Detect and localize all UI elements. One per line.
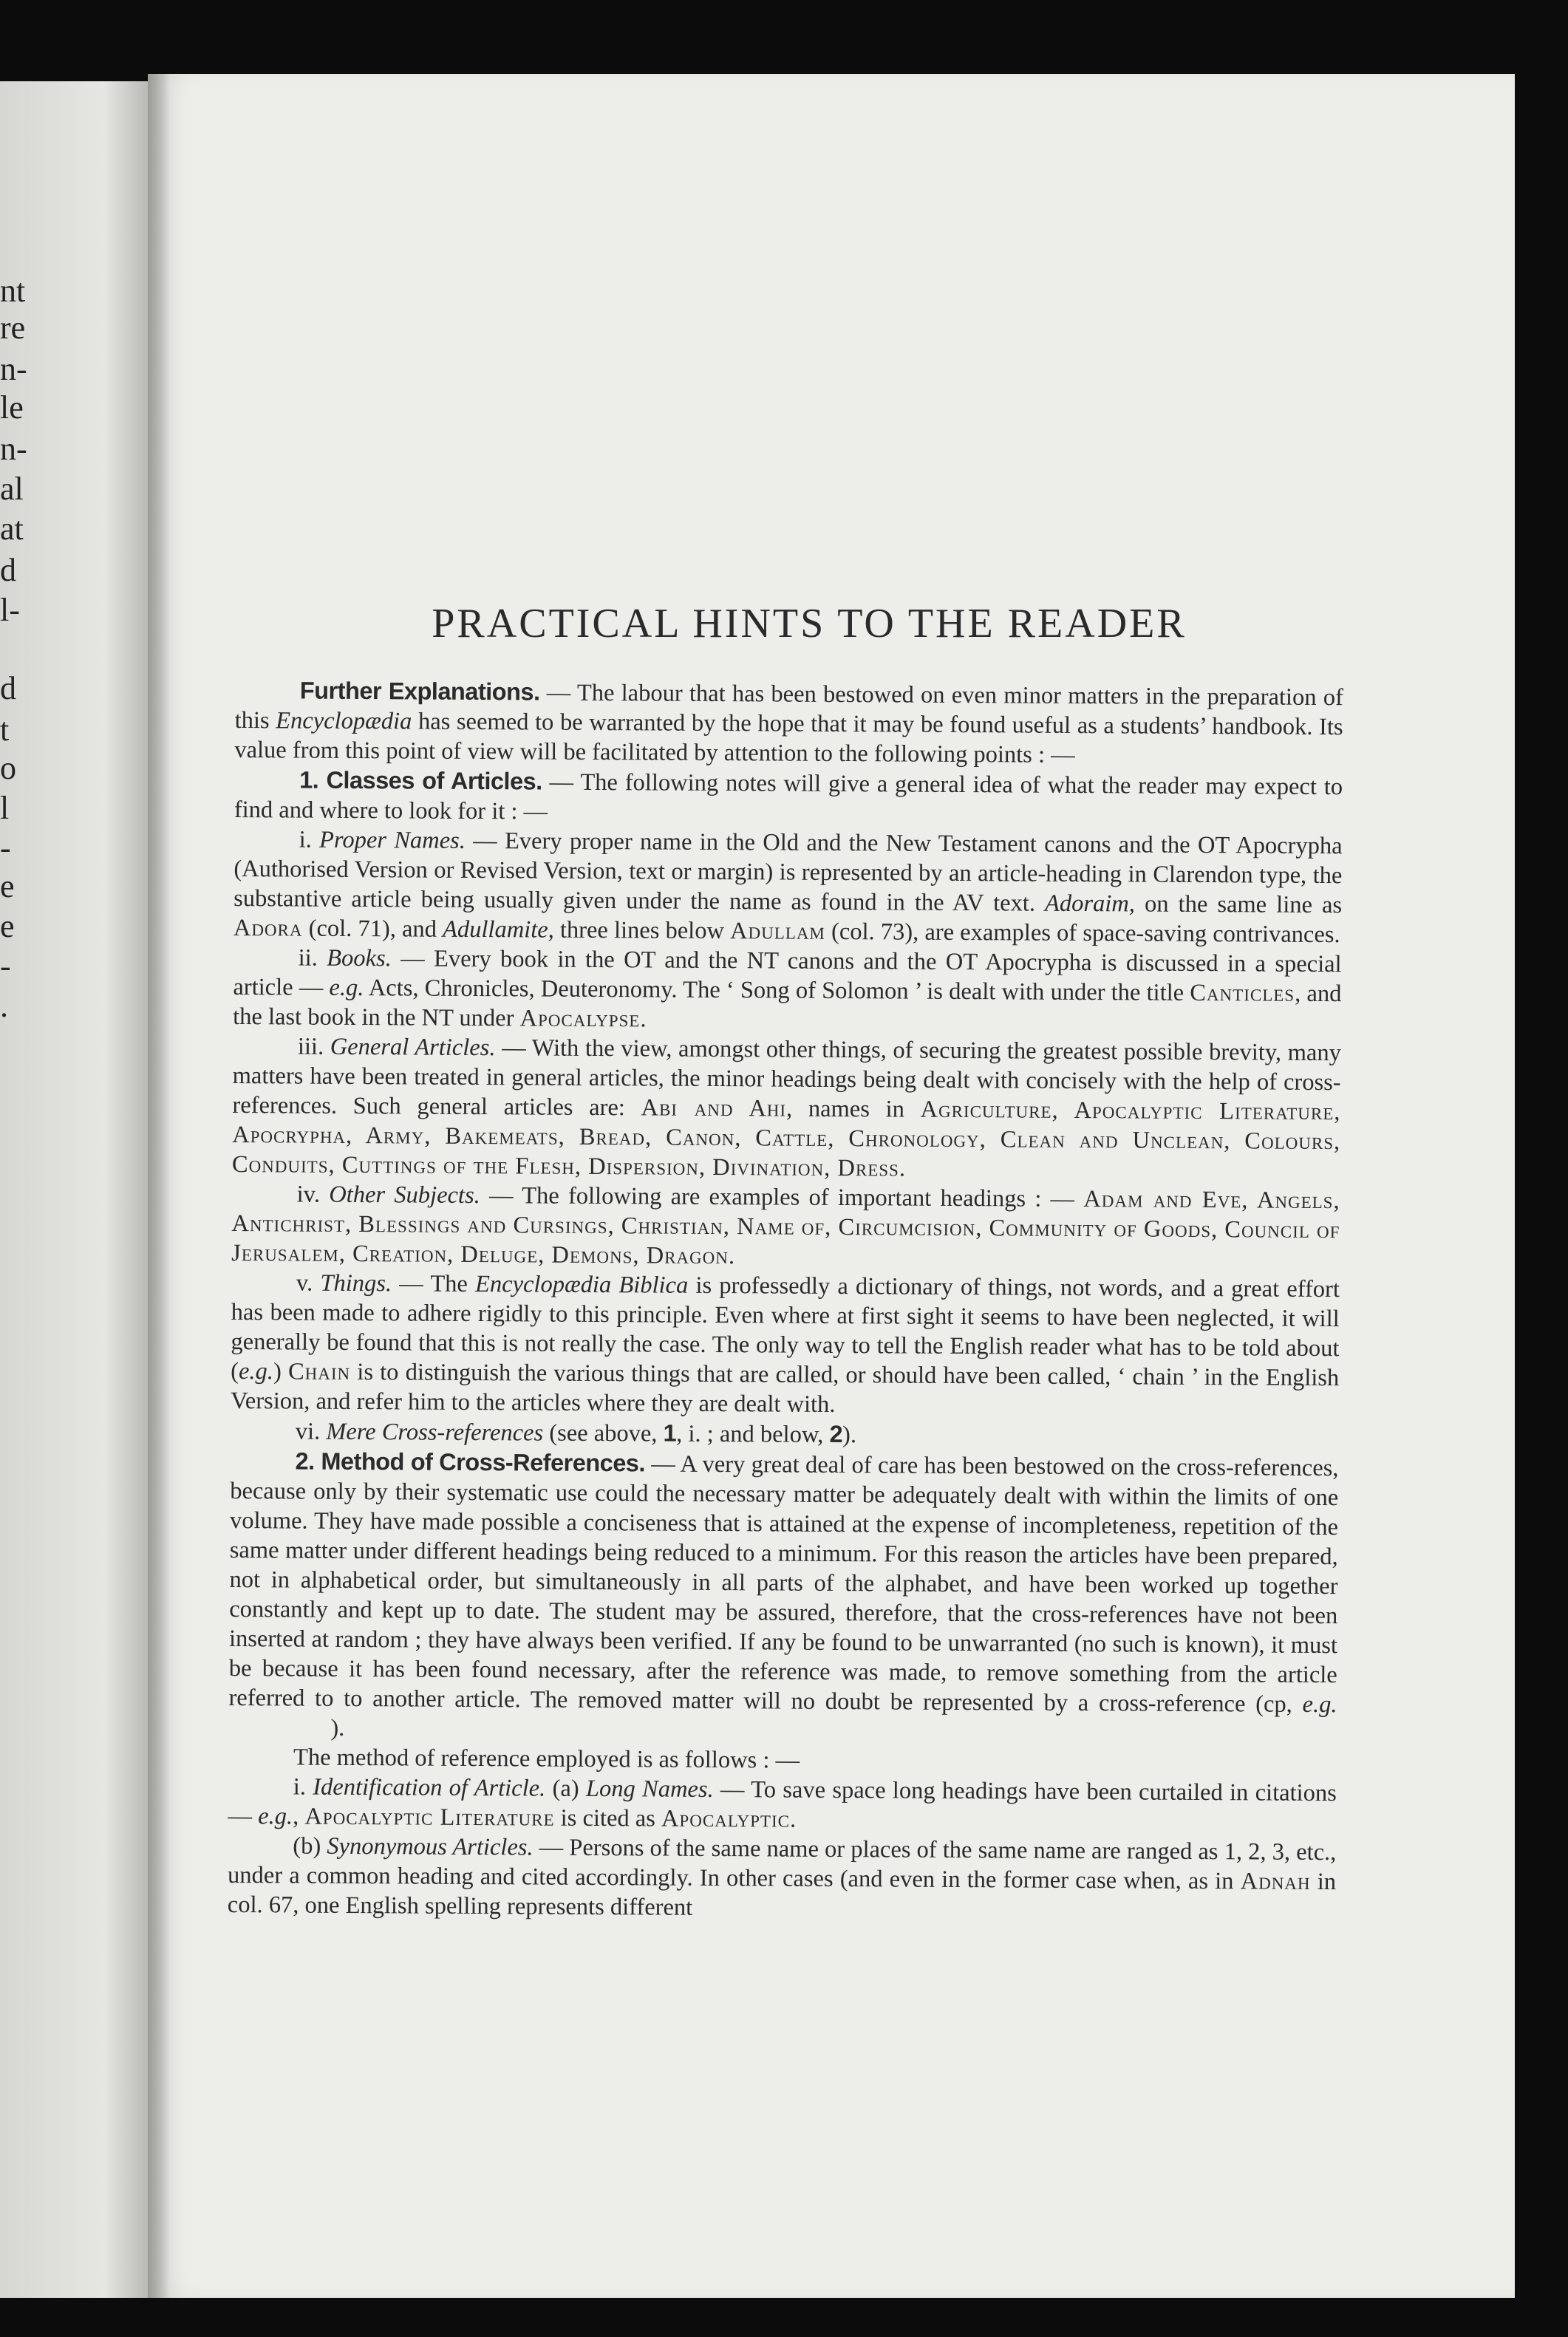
paragraph-method-of-reference: The method of reference employed is as follows : — bbox=[293, 1744, 800, 1774]
left-page-fragment: - bbox=[0, 948, 11, 984]
left-page-fragment: al bbox=[0, 471, 24, 507]
paragraph-general-articles: iii. General Articles. — With the view, amongst other things, of securing the greatest possible brevity, many matters have been treated in general articles, the minor headings being dealt with concisely with the help of cross-references. Such general articles are: Abi and Ahi, names in Agriculture, Apocalyptic Literature, Apocrypha, Army, Bakemeats, Bread, Canon, Cattle, Chronology, Clean and Unclean, Colours, Conduits, Cuttings of the Flesh, Dispersion, Divination, Dress. bbox=[231, 1033, 1342, 1182]
subheading: General Articles. bbox=[330, 1033, 496, 1062]
subheading: Identification of Article. bbox=[313, 1773, 546, 1802]
left-page-fragment: d bbox=[0, 552, 16, 588]
section-heading: Further Explanations. bbox=[299, 677, 540, 706]
paragraph-classes-of-articles: 1. Classes of Articles. — The following notes will give a general idea of what the reader may expect to find and where to look for it : — bbox=[234, 766, 1343, 825]
left-page-fragment: l- bbox=[0, 592, 20, 628]
left-page-fragment: nt bbox=[0, 273, 26, 309]
section-heading: 2. Method of Cross-References. bbox=[295, 1447, 646, 1477]
left-page-fragment: e bbox=[0, 868, 15, 904]
page-gutter-shadow bbox=[148, 74, 170, 2298]
subheading: Other Subjects. bbox=[329, 1181, 480, 1210]
paragraph-things: v. Things. — The Encyclopædia Biblica is professedly a dictionary of things, not words, and a great effort has been made to adhere rigidly to this principle. Even where at first sight it seems to have been neglected, it will generally be found that this is not really the case. The only way to tell the English reader what has to be told about (e.g.) Chain is to distinguish the various things that are called, or should have been called, ‘ chain ’ in the English Version, and refer him to the articles where they are dealt with. bbox=[230, 1269, 1340, 1418]
subheading: Mere Cross-references bbox=[326, 1418, 544, 1447]
left-page-fragment: l bbox=[0, 790, 10, 826]
paragraph-method-of-cross-references: 2. Method of Cross-References. — A very great deal of care has been bestowed on the cross-references, because only by their systematic use could the necessary matter be adequately dealt with within the limits of one volume. They have made possible a conciseness that is attained at the expense of incompleteness, repetition of the same matter under different headings being reduced to a minimum. For this reason the articles have been prepared, not in alphabetical order, but simultaneously in all parts of the alphabet, and have been worked up together constantly and kept up to date. The student may be assured, therefore, that the cross-references have not been inserted at random ; they have always been verified. If any be found to be unwarranted (no such is known), it must be because it has been found necessary, after the reference was made, to remove something from the article referred to to another article. The removed matter will no doubt be represented by a cross-reference (cp, e.g. ). bbox=[228, 1447, 1339, 1741]
subheading: Books. bbox=[327, 944, 392, 972]
left-page-fragment: o bbox=[0, 750, 16, 786]
subheading: Proper Names. bbox=[319, 826, 466, 854]
page-title: PRACTICAL HINTS TO THE READER bbox=[432, 601, 1187, 646]
section-heading: 1. Classes of Articles. bbox=[299, 766, 542, 795]
left-page-fragment: re bbox=[0, 310, 26, 346]
left-page-fragment: at bbox=[0, 511, 24, 547]
paragraph-identification-of-article: i. Identification of Article. (a) Long Names. — To save space long headings have been curtailed in citations — e.g., Apocalyptic Literature is cited as Apocalyptic. bbox=[228, 1773, 1337, 1833]
left-page-fragment: e bbox=[0, 908, 15, 944]
subheading: Things. bbox=[320, 1269, 392, 1297]
paragraph-synonymous-articles: (b) Synonymous Articles. — Persons of the same name or places of the same name are ranged as 1, 2, 3, etc., under a common heading and cited accordingly. In other cases (and even in the former case when, as in Adnah in col. 67, one English spelling represents different bbox=[227, 1832, 1337, 1921]
subheading: Synonymous Articles. bbox=[327, 1832, 534, 1861]
left-page-fragment: . bbox=[0, 988, 8, 1024]
paragraph-further-explanations: Further Explanations. — The labour that has been bestowed on even minor matters in the preparation of this Encyclopædia has seemed to be warranted by the hope that it may be found useful as a students’ handbook. Its value from this point of view will be facilitated by attention to the following points : — bbox=[234, 677, 1343, 768]
left-page-fragment: n- bbox=[0, 351, 27, 387]
paragraph-mere-cross-references: vi. Mere Cross-references (see above, 1, i. ; and below, 2). bbox=[295, 1418, 857, 1449]
left-page-fragment: n- bbox=[0, 431, 27, 467]
left-page-edge bbox=[0, 81, 148, 2298]
document-body bbox=[228, 675, 1343, 1926]
paragraph-proper-names: i. Proper Names. — Every proper name in the Old and the New Testament canons and the OT Apocrypha (Authorised Version or Revised Version, text or margin) is represented by an article-heading in Clarendon type, the substantive article being usually given under the name as found in the AV text. Adoraim, on the same line as Adora (col. 71), and Adullamite, three lines below Adullam (col. 73), are examples of space-saving contrivances. bbox=[233, 826, 1343, 949]
paragraph-other-subjects: iv. Other Subjects. — The following are examples of important headings : — Adam and Eve, Angels, Antichrist, Blessings and Cursings, Christian, Name of, Circumcision, Community of Goods, Council of Jerusalem, Creation, Deluge, Demons, Dragon. bbox=[231, 1181, 1340, 1270]
paragraph-books: ii. Books. — Every book in the OT and the NT canons and the OT Apocrypha is discussed in a special article — e.g. Acts, Chronicles, Deuteronomy. The ‘ Song of Solomon ’ is dealt with under the title Canticles, and the last book in the NT under Apocalypse. bbox=[233, 944, 1342, 1033]
left-page-fragment: d bbox=[0, 670, 16, 706]
left-page-fragment: t bbox=[0, 712, 10, 748]
left-page-fragment: le bbox=[0, 389, 24, 426]
left-page-fragment: - bbox=[0, 830, 11, 866]
